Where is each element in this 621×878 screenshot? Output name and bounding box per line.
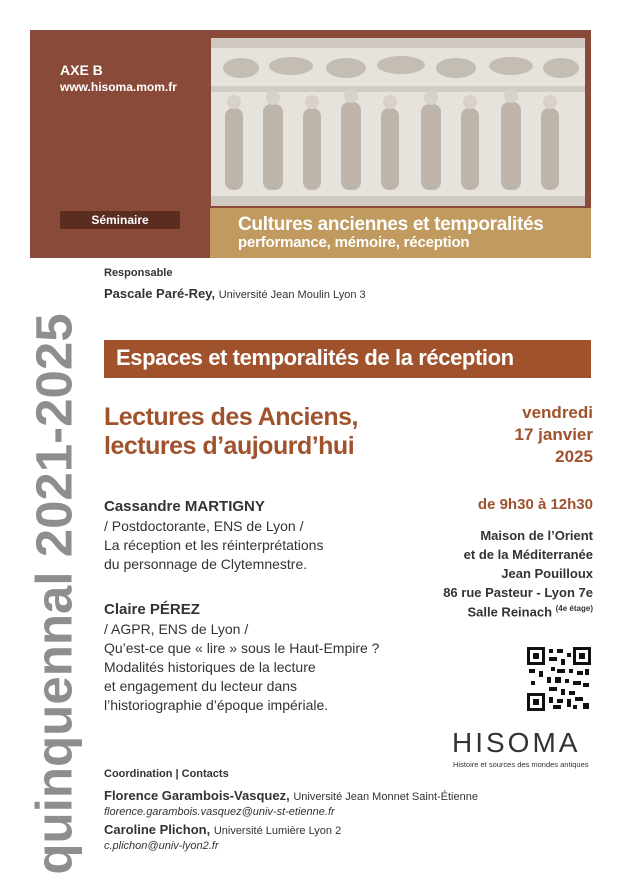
session-title-line1: Lectures des Anciens, [104,403,358,431]
coordination-label: Coordination | Contacts [104,768,229,780]
contact-2-name: Caroline Plichon, [104,822,211,837]
venue-room-name: Salle Reinach [467,604,553,620]
speaker-2-name: Claire PÉREZ [104,601,200,618]
venue-floor: (4e étage) [555,604,593,613]
session-title-line2: lectures d’aujourd’hui [104,432,355,460]
hisoma-tagline: Histoire et sources des mondes antiques [453,760,589,769]
venue-line4: 86 rue Pasteur - Lyon 7e [443,585,593,600]
date-year: 2025 [555,447,593,466]
seminar-title: Cultures anciennes et temporalités [238,214,544,235]
speaker-2-talk-line: et engagement du lecteur dans [104,678,298,694]
venue-line3: Jean Pouilloux [501,566,593,581]
hisoma-logo: HISOMA [452,727,581,758]
contact-1-affiliation: Université Jean Monnet Saint-Étienne [293,791,478,803]
contact-2 [104,822,341,837]
seminar-badge: Séminaire [60,211,180,229]
contact-1 [104,788,478,803]
venue-line2: et de la Méditerranée [463,547,593,562]
contact-2-email[interactable]: c.plichon@univ-lyon2.fr [104,840,219,852]
contact-1-name: Florence Garambois-Vasquez, [104,788,290,803]
session-hours: de 9h30 à 12h30 [477,496,593,513]
contact-1-email[interactable]: florence.garambois.vasquez@univ-st-etienne.fr [104,806,335,818]
speaker-2-talk-line: l’historiographie d’époque impériale. [104,697,329,713]
speaker-1-talk-line: La réception et les réinterprétations [104,537,324,553]
responsible-affiliation: Université Jean Moulin Lyon 3 [218,289,366,301]
frieze-image [211,38,585,206]
venue-line1: Maison de l’Orient [480,528,593,543]
theme-title: Espaces et temporalités de la réception [116,345,514,370]
contact-2-affiliation: Université Lumière Lyon 2 [213,825,342,837]
date-date: 17 janvier [514,425,593,444]
responsible-person [104,286,366,301]
speaker-2-role: / AGPR, ENS de Lyon / [104,621,249,637]
seminar-subtitle: performance, mémoire, réception [238,234,470,251]
speaker-1-talk-line: du personnage de Clytemnestre. [104,556,308,572]
speaker-1-name: Cassandre MARTIGNY [104,498,265,515]
date-day: vendredi [522,403,593,422]
responsible-name: Pascale Paré-Rey, [104,286,216,301]
speaker-2-talk-line: Qu’est-ce que « lire » sous le Haut-Empire ? [104,640,380,656]
axe-label: AXE B [60,62,103,78]
vertical-label-box [25,313,83,875]
speaker-2-talk-line: Modalités historiques de la lecture [104,659,316,675]
qr-code-icon[interactable] [527,647,591,711]
speaker-1-role: / Postdoctorante, ENS de Lyon / [104,518,304,534]
quinquennial-label: quinquennal 2021-2025 [25,313,83,875]
responsible-label: Responsable [104,267,173,279]
venue-room [467,604,593,619]
website-link[interactable]: www.hisoma.mom.fr [60,80,177,94]
